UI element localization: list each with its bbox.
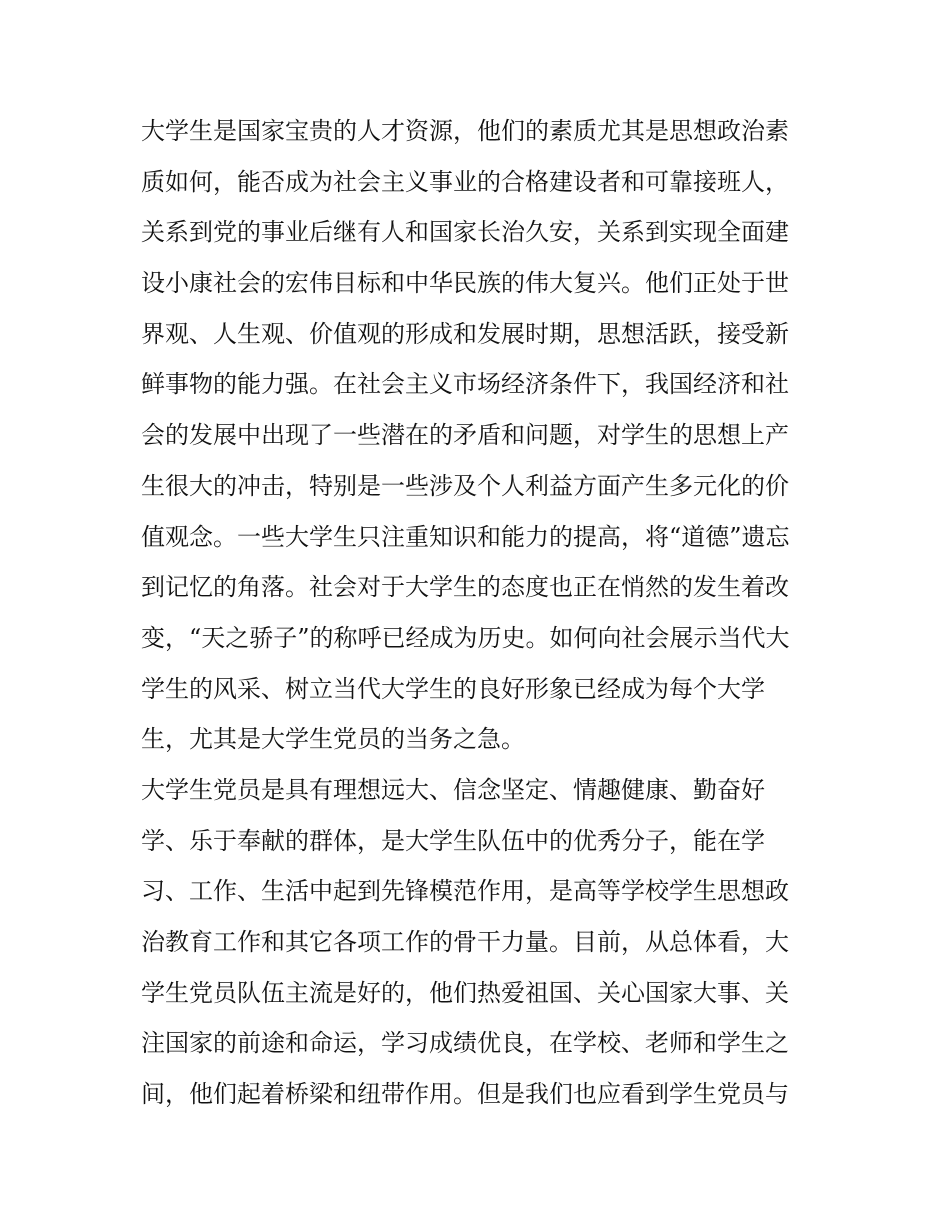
text-line: 间，他们起着桥梁和纽带作用。但是我们也应看到学生党员与: [141, 1080, 789, 1109]
text-line: 设小康社会的宏伟目标和中华民族的伟大复兴。他们正处于世: [141, 269, 789, 298]
text-line: 治教育工作和其它各项工作的骨干力量。目前，从总体看，大: [141, 928, 789, 956]
text-line: 学生的风采、树立当代大学生的良好形象已经成为每个大学: [141, 674, 765, 703]
text-line: 学、乐于奉献的群体，是大学生队伍中的优秀分子，能在学: [141, 826, 765, 855]
text-line: 变，“天之骄子”的称呼已经成为历史。如何向社会展示当代大: [141, 623, 790, 652]
text-line: 会的发展中出现了一些潜在的矛盾和问题，对学生的思想上产: [141, 421, 789, 450]
text-line: 值观念。一些大学生只注重知识和能力的提高，将“道德”遗忘: [141, 522, 790, 551]
text-line: 鲜事物的能力强。在社会主义市场经济条件下，我国经济和社: [141, 370, 789, 399]
text-line: 习、工作、生活中起到先锋模范作用，是高等学校学生思想政: [141, 877, 789, 906]
text-line: 关系到党的事业后继有人和国家长治久安，关系到实现全面建: [141, 218, 789, 247]
text-line: 大学生党员是具有理想远大、信念坚定、情趣健康、勤奋好: [141, 775, 765, 804]
text-line: 到记忆的角落。社会对于大学生的态度也正在悄然的发生着改: [141, 573, 789, 602]
text-line: 界观、人生观、价值观的形成和发展时期，思想活跃，接受新: [141, 319, 789, 348]
text-line: 注国家的前途和命运，学习成绩优良，在学校、老师和学生之: [141, 1029, 789, 1058]
text-line: 生很大的冲击，特别是一些涉及个人利益方面产生多元化的价: [141, 471, 789, 500]
text-line: 生，尤其是大学生党员的当务之急。: [141, 725, 525, 754]
text-line: 大学生是国家宝贵的人才资源，他们的素质尤其是思想政治素: [141, 117, 789, 145]
text-line: 质如何，能否成为社会主义事业的合格建设者和可靠接班人，: [141, 167, 789, 196]
body-text: [141, 106, 821, 1120]
text-line: 学生党员队伍主流是好的，他们热爱祖国、关心国家大事、关: [141, 978, 789, 1007]
